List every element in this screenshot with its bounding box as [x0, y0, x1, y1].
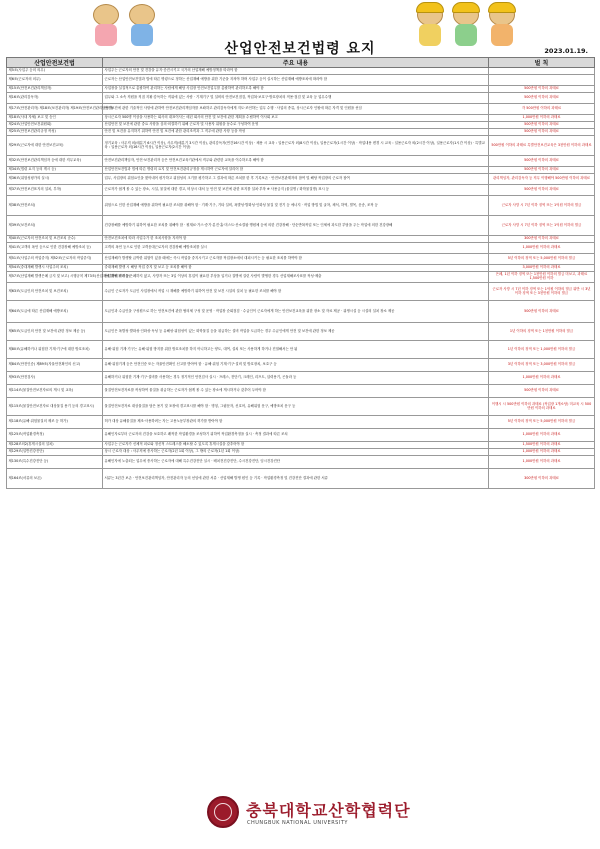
cell-content: 업무와 그 소속 직원을 직접 지휘·감독하는 직위에 있는 사람 · 기계기구 및 설비의 안전보건점검, 작업복·보호구·방호장치의 적용·점검 및 교육 등 업무수행	[103, 93, 489, 104]
cell-content: 산업안전 및 보건에 관한 중요 사항을 심의·의결하기 위해 근로자 및 사용자 위원을 동수로 구성하여 운영	[103, 122, 489, 129]
cell-penalty: 3,000만원 이하의 과태료	[489, 265, 595, 272]
table-row	[7, 283, 595, 301]
cell-penalty: 1,000만원 이하의 과태료	[489, 456, 595, 469]
cell-penalty: 은폐, 1년 이하 징역 또는 1천만원 이하의 벌금 미보고, 과태료 1,500만원 이하	[489, 272, 595, 283]
table-row	[7, 416, 595, 429]
table-row	[7, 216, 595, 236]
cell-law: 제5조(사업주 등의 의무)	[7, 68, 103, 75]
cell-law: 제25조(안전보건관리규정 작성)	[7, 129, 103, 136]
cell-content: 근로자가 쉽게 볼 수 있는 장소, 시설, 물질에 대한 경고, 비상시 대처 등 안전 및 보건에 관한 표지를 설치·부착 ※ 사용금지 (물질명 / 화학물질명) 표시 등	[103, 185, 489, 196]
cell-content: 위험으로 인한 산업재해 예방을 위하여 필요한 조치를 취해야 함 · 기계·기구, 기타 설비, 폭발성·발화성·인화성 물질 및 전기 등 에너지 · 작업 방법 및 굴착, 채석, 하역, 벌목, 운송, 조작 등	[103, 196, 489, 216]
cell-penalty: 1,000만원 이하의 과태료	[489, 115, 595, 122]
cell-law: 제54조(중대재해 발생시 사업주의 조치)	[7, 265, 103, 272]
cell-law: 제6조(근로자의 의무)	[7, 75, 103, 86]
law-summary-table	[6, 57, 595, 489]
cell-penalty: 근로자 사망 시 7년 이하 징역 또는 1억원 이하의 벌금	[489, 196, 595, 216]
cell-content: 서류는 3년간 보존 · 안전보건관리책임자, 안전관리자 등의 선임에 관한 서류 · 산업재해 발생 원인 등 기록 · 작업환경측정 및 건강진단 결과에 관한 서류	[103, 469, 489, 489]
cell-content: 안전보건에 관한 기술적인 사항에 관하여 안전보건관리책임자를 보좌하고 관리감독자에게 지도·조언하는 업무 수행 · 사업의 종류, 상시근로자 인원에 따른 자격 및 인원을 선임	[103, 104, 489, 115]
table-row	[7, 174, 595, 185]
cell-penalty: 근로자 사망 시 7년 이하 징역 또는 1억원 이하의 벌금 위반 시 3년 이하 징역 또는 3천만원 이하의 벌금	[489, 283, 595, 301]
cell-penalty: 500만원 이하의 과태료	[489, 156, 595, 167]
cell-law: 제129조(일반건강진단)	[7, 449, 103, 456]
cell-law: 제118조(유해·위험물질의 제조 등 허가)	[7, 416, 103, 429]
column-header-law: 산업안전보건법	[7, 58, 103, 68]
cell-penalty: 300만원 이하의 과태료	[489, 469, 595, 489]
table-row	[7, 372, 595, 385]
cell-content: 허가 대상 유해물질을 제조·사용하려는 자는 고용노동부장관의 허가를 받아야 함	[103, 416, 489, 429]
university-name-kr: 충북대학교산학협력단	[246, 801, 411, 820]
university-name-en: CHUNGBUK NATIONAL UNIVERSITY	[247, 820, 348, 826]
cell-penalty: 1,500만원 이하의 과태료	[489, 442, 595, 449]
cell-law: 제115조(물질안전보건자료 대상물질 용기 등의 경고표시)	[7, 398, 103, 416]
table-row	[7, 469, 595, 489]
cell-penalty: 500만원 이하의 과태료 특별안전보건교육은 3천만원 이하의 과태료	[489, 136, 595, 156]
cell-content: 건강장해를 예방하기 위하여 필요한 조치를 취해야 함 · 원재료·가스·증기·분진·흄·미스트·산소결핍·병원체 등에 의한 건강장해 · 단순반복작업 또는 인체에 과도한 부담을 주는 작업에 의한 건강장해	[103, 216, 489, 236]
cell-law: 제114조(물질안전보건자료의 게시 및 교육)	[7, 385, 103, 398]
column-header-content: 주요 내용	[103, 58, 489, 68]
cell-content: 물질안전보건자료 대상물질을 담은 용기 및 포장에 경고표시를 해야 함 · 명칭, 그림문자, 신호어, 유해위험 문구, 예방조치 문구 등	[103, 398, 489, 416]
table-row	[7, 449, 595, 456]
cell-law: 제128조의2(휴게시설의 설치)	[7, 442, 103, 449]
cell-penalty: 500만원 이하의 과태료	[489, 385, 595, 398]
cell-law: 제38조(안전조치)	[7, 196, 103, 216]
table-row	[7, 68, 595, 75]
cell-penalty: 1년 이하의 징역 또는 1,000만원 이하의 벌금	[489, 341, 595, 359]
table-row	[7, 301, 595, 323]
page-footer	[0, 792, 600, 842]
cell-content: 안전 및 보건을 유지하기 위하여 안전 및 보건에 관한 관리조직과 그 직무에 관한 사항 등을 작성	[103, 129, 489, 136]
table-row	[7, 254, 595, 265]
table-row	[7, 359, 595, 372]
cell-content: 물질안전보건자료를 작성하여 물질을 취급하는 근로자가 쉽게 볼 수 있는 장소에 게시하거나 갖추어 두어야 함	[103, 385, 489, 398]
cell-content: 유해·위험기계 등은 안전인증 또는 자율안전확인 신고를 받아야 함 · 유해·위험 기계·기구·설비 및 방호장치, 보호구 등	[103, 359, 489, 372]
cell-penalty: 이행시 시 500만원 이하의 과태료 (작업장 1개소당) 미교육 시 500만원 이하의 과태료	[489, 398, 595, 416]
cell-law: 제63조(도급인의 안전조치 및 보건조치)	[7, 283, 103, 301]
page-header	[0, 0, 600, 58]
cell-law: 제39조(보건조치)	[7, 216, 103, 236]
cell-law: 제57조(산업재해 발생은폐 금지 및 보고) 시행규칙 제73조(산업재해 발생 보고 등)	[7, 272, 103, 283]
cell-content: 유해인자에 노출되는 업무에 종사하는 근로자에 대해 특수건강진단 실시 · 배치전건강진단, 수시건강진단, 임시건강진단	[103, 456, 489, 469]
table-row	[7, 167, 595, 174]
table-row	[7, 341, 595, 359]
cell-content: 유해하거나 위험한 기계·기구·설비를 사용하는 경우 정기적인 안전검사 실시 · 프레스, 전단기, 크레인, 리프트, 압력용기, 곤돌라 등	[103, 372, 489, 385]
cell-law: 제93조(안전검사)	[7, 372, 103, 385]
cell-law: 제29조(근로자에 대한 안전보건교육)	[7, 136, 103, 156]
cell-penalty: 500만원 이하의 과태료	[489, 93, 595, 104]
cell-penalty	[489, 75, 595, 86]
cell-law: 제65조(도급인의 안전 및 보건에 관한 정보 제공 등)	[7, 323, 103, 341]
table-row	[7, 272, 595, 283]
cell-content: 안전보건관리책임자, 안전·보건관리자 등은 안전보건교육기관에서 직무와 관련한 교육을 이수하도록 해야 함	[103, 156, 489, 167]
cell-law: 제15조(안전보건관리책임자)	[7, 86, 103, 93]
cell-penalty: 5년 이하의 징역 또는 5,000만원 이하의 벌금	[489, 416, 595, 429]
cell-content: 업무, 사업장의 위험요인을 찾아내어 평가하고 위험성의 크기를 평가하고 그 결과에 따른 조치를 한 후 기록보존 · 안전보건관계자의 참여 및 해당 작업장의 근로자 참여	[103, 174, 489, 185]
cell-content: 안전보건조치에 따라 사업주가 한 조치사항을 지켜야 함	[103, 236, 489, 243]
table-row	[7, 136, 595, 156]
table-row	[7, 265, 595, 272]
cell-penalty	[489, 68, 595, 75]
cell-law: 제84조(안전인증) 제89조(자율안전확인의 신고)	[7, 359, 103, 372]
cell-law: 제16조(관리감독자)	[7, 93, 103, 104]
table-row	[7, 122, 595, 129]
cell-penalty: 1,000만원 이하의 과태료	[489, 429, 595, 442]
table-row	[7, 115, 595, 122]
cell-law: 제41조(고객의 폭언 등으로 인한 건강장해 예방조치 등)	[7, 243, 103, 254]
table-row	[7, 156, 595, 167]
cell-penalty: 1,000만원 이하의 과태료	[489, 243, 595, 254]
cell-law: 제34조(법령 요지 등의 게시 등)	[7, 167, 103, 174]
table-row	[7, 185, 595, 196]
cell-content: 산업재해가 발생할 급박한 위험이 있을 때에는 즉시 작업을 중지시키고 근로자를 작업장소에서 대피시키는 등 필요한 조치를 하여야 함	[103, 254, 489, 265]
table-row	[7, 398, 595, 416]
table-row	[7, 75, 595, 86]
cell-content: 유해·위험 기계·기구는 유해·위험 방지를 위한 방호조치를 하지 아니하고는 양도, 대여, 설치 또는 사용하게 하거나 진열해서는 안 됨	[103, 341, 489, 359]
cell-law: 제36조(위험성평가의 실시)	[7, 174, 103, 185]
cell-law: 제24조(산업안전보건위원회)	[7, 122, 103, 129]
page-title: 산업안전보건법령 요지	[224, 41, 376, 57]
cell-penalty: 각 500만원 이하의 과태료	[489, 104, 595, 115]
cell-penalty: 1,000만원 이하의 과태료	[489, 372, 595, 385]
table-header-row	[7, 58, 595, 68]
cell-content: 근로자는 산업안전보건법과 법에 따른 명령으로 정하는 산업재해 예방을 위한 기준을 지켜야 하며 사업주 등이 실시하는 산업재해 예방조치에 따라야 함	[103, 75, 489, 86]
cell-penalty: 500만원 이하의 과태료	[489, 167, 595, 174]
table-body	[7, 68, 595, 489]
table-row	[7, 236, 595, 243]
cell-content: 중대재해 발생 시 해당 작업 중지 및 보고 등 조치를 해야 함	[103, 265, 489, 272]
cell-penalty: 1년 이하의 징역 또는 1천만원 이하의 벌금	[489, 323, 595, 341]
cell-content: 사업주는 근로자의 안전 및 건강을 유지·증진시키고 국가의 산업재해 예방정책을 따라야 함	[103, 68, 489, 75]
cell-penalty: 500만원 이하의 과태료	[489, 129, 595, 136]
cell-content: 사업장을 실질적으로 총괄하여 관리하는 사람에게 해당 사업장 안전보건업무를 총괄하여 관리하도록 해야 함	[103, 86, 489, 93]
table-row	[7, 129, 595, 136]
cell-content: 산업안전보건법과 법에 따른 명령의 요지 및 안전보건관리규정을 게시하여 근로자에 알리어 함	[103, 167, 489, 174]
table-row	[7, 442, 595, 449]
cell-content: 고객의 폭언 등으로 인한 고객응대근로자의 건강장해 예방조치를 실시	[103, 243, 489, 254]
cell-law: 제130조(특수건강진단 등)	[7, 456, 103, 469]
cell-law: 제51조(사업주의 작업중지) 제52조(근로자의 작업중지)	[7, 254, 103, 265]
cell-penalty: 500만원 이하의 과태료	[489, 185, 595, 196]
cell-penalty: 500만원 이하의 과태료	[489, 301, 595, 323]
table-row	[7, 429, 595, 442]
table-row	[7, 104, 595, 115]
table-row	[7, 93, 595, 104]
cell-penalty: 관리책임자, 관리감독자 등 직무 이행해야 500만원 이하의 과태료	[489, 174, 595, 185]
column-header-penalty: 벌 칙	[489, 58, 595, 68]
cell-law: 제125조(작업환경측정)	[7, 429, 103, 442]
university-seal-icon	[207, 796, 239, 828]
cell-penalty: 5년 이하의 징역 또는 5,000만원 이하의 벌금	[489, 254, 595, 265]
cell-penalty: 300만원 이하의 과태료	[489, 236, 595, 243]
document-date: 2023.01.19.	[544, 47, 588, 55]
table-row	[7, 385, 595, 398]
cell-content: 사업주는 근로자가 신체적 피로와 정신적 스트레스를 해소할 수 있도록 휴게시설을 갖추어야 함	[103, 442, 489, 449]
cell-content: 도급인과 수급인을 구성원으로 하는 안전보건에 관한 협의체 구성 및 운영 · 작업장 순회점검 · 수급인이 근로자에게 하는 안전보건교육을 위한 장소 및 자료 제공 · 위생시설 등 시설의 설치 장소 제공	[103, 301, 489, 323]
cell-law: 제64조(도급에 따른 산업재해 예방조치)	[7, 301, 103, 323]
cell-penalty: 근로자 사망 시 7년 이하 징역 또는 1억원 이하의 벌금	[489, 216, 595, 236]
cell-content: 수급인 근로자가 도급인 사업장에서 작업 시 재해를 예방하기 위하여 안전 및 보건 시설의 설치 등 필요한 조치를 해야 함	[103, 283, 489, 301]
cell-content: 산업재해 발생을 은폐하지 않고, 사망자 또는 3일 이상의 휴업이 필요한 부상을 입거나 질병에 걸린 사람이 발생한 경우 산업재해조사표를 작성·제출	[103, 272, 489, 283]
cell-penalty: 500만원 이하의 과태료	[489, 122, 595, 129]
cell-law: 제80조(유해하거나 위험한 기계·기구에 대한 방호조치)	[7, 341, 103, 359]
cell-penalty: 3년 이하의 징역 또는 3,000만원 이하의 벌금	[489, 359, 595, 372]
cell-law: 제17조(안전관리자) 제18조(보건관리자) 제19조(안전보건관리담당자)	[7, 104, 103, 115]
cell-law: 제40조(근로자의 안전조치 및 보건조치 준수)	[7, 236, 103, 243]
table-row	[7, 243, 595, 254]
table-row	[7, 86, 595, 93]
cell-penalty: 500만원 이하의 과태료	[489, 86, 595, 93]
cell-law: 제164조(서류의 보존)	[7, 469, 103, 489]
cell-law: 제32조(안전보건관리책임자 등에 대한 직무교육)	[7, 156, 103, 167]
table-row	[7, 196, 595, 216]
cell-law: 제37조(안전보건표지의 설치, 부착)	[7, 185, 103, 196]
cell-content: 유해인자로부터 근로자의 건강을 보호하고 쾌적한 작업환경을 조성하기 위하여 작업환경측정을 실시 · 측정 결과에 따른 조치	[103, 429, 489, 442]
cell-penalty: 1,000만원 이하의 과태료	[489, 449, 595, 456]
table-row	[7, 323, 595, 341]
cell-content: 상시 근로자 대상 : 사무직에 종사하는 근로자(2년 1회 이상), 그 밖의 근로자(1년 1회 이상)	[103, 449, 489, 456]
cell-content: 정기교육 : 사무직 외(매분기 6시간 이상), 사무직(매분기 3시간 이상), 관리감독자(연간16시간 이상) · 채용 시 교육 : 일용근로자 외(8시간 이상), 일용근로자(1시간 이상) · 작업내용 변경 시 교육 : 일용근로자 외(2시간 이상), 일용근로자(1시간 이상) · 특별교육 : 일용근로자 외(16시간 이상), 일용근로자(2시간 이상)	[103, 136, 489, 156]
cell-content: 도급인은 폭발성·발화성·인화성·독성 등 유해성·위험성이 있는 화학물질 등을 취급하는 설비 작업을 도급하는 경우 수급인에게 안전 및 보건에 관한 정보 제공	[103, 323, 489, 341]
cell-content: 상시근로자 500명 이상을 사용하는 회사의 대표이사는 매년 회사의 안전 및 보건에 관한 계획을 수립하여 이사회 보고	[103, 115, 489, 122]
cell-law: 제18조(사내 자체) 보고 및 승인	[7, 115, 103, 122]
table-row	[7, 456, 595, 469]
